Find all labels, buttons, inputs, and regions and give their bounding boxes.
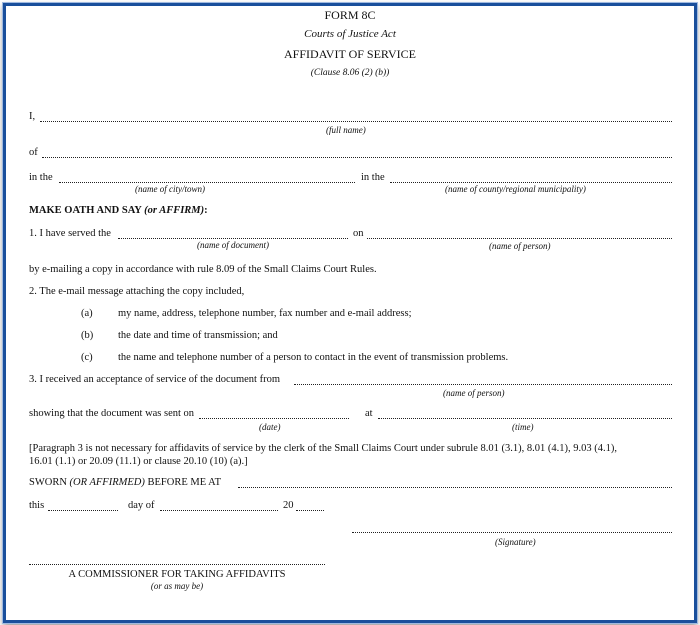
full-name-field[interactable] xyxy=(40,119,672,122)
form-number: FORM 8C xyxy=(324,8,376,22)
email-text: by e-mailing a copy in accordance with rule 8.09 of the Small Claims Court Rules. xyxy=(29,264,377,275)
served-person-field[interactable] xyxy=(367,236,672,239)
day-field[interactable] xyxy=(48,508,118,511)
sent-date-field[interactable] xyxy=(199,416,349,419)
i-prefix: I, xyxy=(29,111,36,122)
sent-time-field[interactable] xyxy=(378,416,672,419)
note-line2: 16.01 (1.1) or 20.09 (11.1) or clause 20.10 (10) (a).] xyxy=(29,456,248,467)
in-the-county-prefix: in the xyxy=(361,172,385,183)
item2c-marker: (c) xyxy=(81,352,93,363)
served-person-label: (name of person) xyxy=(489,241,551,251)
item2a-text: my name, address, telephone number, fax number and e-mail address; xyxy=(118,308,412,319)
oath-colon: : xyxy=(204,205,208,216)
before-me-at: BEFORE ME AT xyxy=(147,477,222,488)
acceptance-person-label: (name of person) xyxy=(443,388,505,398)
act-name: Courts of Justice Act xyxy=(304,28,396,40)
time-label: (time) xyxy=(512,422,534,432)
clause-reference: (Clause 8.06 (2) (b)) xyxy=(310,68,390,78)
year-prefix: 20 xyxy=(283,500,294,511)
item1-on: on xyxy=(353,228,364,239)
this-word: this xyxy=(29,500,45,511)
item1-prefix: 1. I have served the xyxy=(29,228,111,239)
acceptance-person-field[interactable] xyxy=(294,382,672,385)
date-label: (date) xyxy=(259,422,281,432)
commissioner-sub: (or as may be) xyxy=(150,581,204,591)
full-name-label: (full name) xyxy=(326,125,366,135)
item2c-text: the name and telephone number of a person to contact in the event of transmission problems. xyxy=(118,352,509,363)
month-field[interactable] xyxy=(160,508,278,511)
item2b-text: the date and time of transmission; and xyxy=(118,330,278,341)
city-label: (name of city/town) xyxy=(135,184,205,194)
document-name-field[interactable] xyxy=(118,236,348,239)
of-prefix: of xyxy=(29,147,38,158)
at-text: at xyxy=(365,408,373,419)
sworn-word: SWORN xyxy=(29,477,67,488)
form-title: AFFIDAVIT OF SERVICE xyxy=(284,47,416,61)
note-line1: [Paragraph 3 is not necessary for affidavits of service by the clerk of the Small Claims Court under subrule 8.01 (3.1), 8.01 (4.1), 9.03 (4.1), xyxy=(29,443,617,454)
document-name-label: (name of document) xyxy=(197,240,269,250)
or-affirmed-word: (OR AFFIRMED) xyxy=(69,477,145,488)
oath-affirm: (or AFFIRM) xyxy=(144,205,205,216)
oath-main: MAKE OATH AND SAY xyxy=(29,205,142,216)
sworn-location-field[interactable] xyxy=(238,485,672,488)
in-the-city-prefix: in the xyxy=(29,172,53,183)
signature-label: (Signature) xyxy=(495,537,536,547)
commissioner-signature-field[interactable] xyxy=(29,562,325,565)
county-field[interactable] xyxy=(390,180,672,183)
signature-field[interactable] xyxy=(352,530,672,533)
year-field[interactable] xyxy=(296,508,324,511)
item2b-marker: (b) xyxy=(81,330,94,341)
oath-heading xyxy=(29,205,208,217)
county-label: (name of county/regional municipality) xyxy=(445,184,586,194)
item2-text: 2. The e-mail message attaching the copy included, xyxy=(29,286,245,297)
sworn-text xyxy=(29,477,221,489)
city-field[interactable] xyxy=(59,180,355,183)
commissioner-title: A COMMISSIONER FOR TAKING AFFIDAVITS xyxy=(68,569,286,580)
sent-on-text: showing that the document was sent on xyxy=(29,408,195,419)
item3-text: 3. I received an acceptance of service of the document from xyxy=(29,374,280,385)
address-field[interactable] xyxy=(42,155,672,158)
item2a-marker: (a) xyxy=(81,308,93,319)
day-of-text: day of xyxy=(128,500,155,511)
